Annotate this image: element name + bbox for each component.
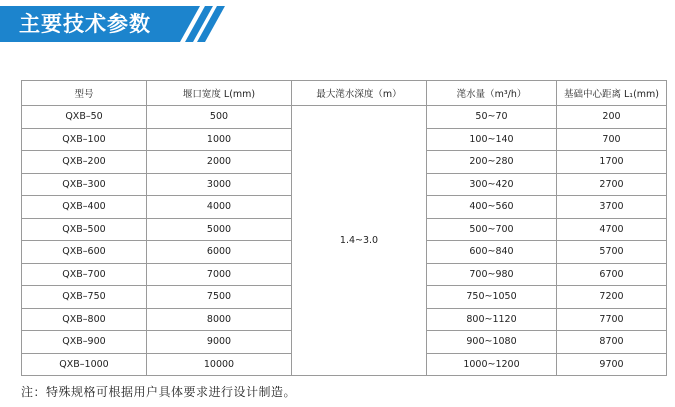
cell-model: QXB–700	[22, 263, 147, 286]
cell-flow: 1000~1200	[427, 353, 557, 376]
section-title: 主要技术参数	[19, 12, 151, 36]
footnote: 注：特殊规格可根据用户具体要求进行设计制造。	[21, 385, 297, 399]
cell-width: 7000	[147, 263, 292, 286]
cell-flow: 300~420	[427, 173, 557, 196]
cell-model: QXB–300	[22, 173, 147, 196]
table-header-row	[22, 81, 667, 106]
cell-model: QXB–50	[22, 106, 147, 129]
cell-width: 2000	[147, 151, 292, 174]
cell-width: 9000	[147, 331, 292, 354]
cell-flow: 200~280	[427, 151, 557, 174]
cell-width: 5000	[147, 218, 292, 241]
cell-depth-merged: 1.4~3.0	[292, 106, 427, 376]
cell-width: 4000	[147, 196, 292, 219]
cell-width: 3000	[147, 173, 292, 196]
cell-flow: 750~1050	[427, 286, 557, 309]
cell-flow: 500~700	[427, 218, 557, 241]
cell-model: QXB–750	[22, 286, 147, 309]
cell-flow: 50~70	[427, 106, 557, 129]
cell-flow: 800~1120	[427, 308, 557, 331]
cell-base-distance: 8700	[557, 331, 667, 354]
cell-model: QXB–1000	[22, 353, 147, 376]
cell-base-distance: 200	[557, 106, 667, 129]
cell-model: QXB–500	[22, 218, 147, 241]
header-base-distance: 基础中心距离 L₁(mm)	[557, 81, 667, 106]
header-flow: 滗水量（m³/h）	[427, 81, 557, 106]
cell-width: 6000	[147, 241, 292, 264]
cell-flow: 600~840	[427, 241, 557, 264]
cell-flow: 700~980	[427, 263, 557, 286]
cell-width: 10000	[147, 353, 292, 376]
cell-base-distance: 700	[557, 128, 667, 151]
cell-model: QXB–900	[22, 331, 147, 354]
header-width: 堰口宽度 L(mm)	[147, 81, 292, 106]
cell-model: QXB–800	[22, 308, 147, 331]
cell-flow: 100~140	[427, 128, 557, 151]
cell-width: 7500	[147, 286, 292, 309]
cell-flow: 400~560	[427, 196, 557, 219]
cell-base-distance: 7700	[557, 308, 667, 331]
cell-width: 8000	[147, 308, 292, 331]
table-body	[22, 106, 667, 376]
table-row	[22, 106, 667, 129]
cell-model: QXB–400	[22, 196, 147, 219]
cell-base-distance: 3700	[557, 196, 667, 219]
cell-base-distance: 6700	[557, 263, 667, 286]
cell-flow: 900~1080	[427, 331, 557, 354]
cell-base-distance: 4700	[557, 218, 667, 241]
cell-width: 1000	[147, 128, 292, 151]
spec-table	[21, 80, 667, 376]
cell-model: QXB–100	[22, 128, 147, 151]
cell-model: QXB–200	[22, 151, 147, 174]
cell-base-distance: 9700	[557, 353, 667, 376]
cell-base-distance: 1700	[557, 151, 667, 174]
cell-base-distance: 7200	[557, 286, 667, 309]
cell-width: 500	[147, 106, 292, 129]
cell-model: QXB–600	[22, 241, 147, 264]
header-depth: 最大滗水深度（m）	[292, 81, 427, 106]
cell-base-distance: 2700	[557, 173, 667, 196]
header-model: 型号	[22, 81, 147, 106]
cell-base-distance: 5700	[557, 241, 667, 264]
